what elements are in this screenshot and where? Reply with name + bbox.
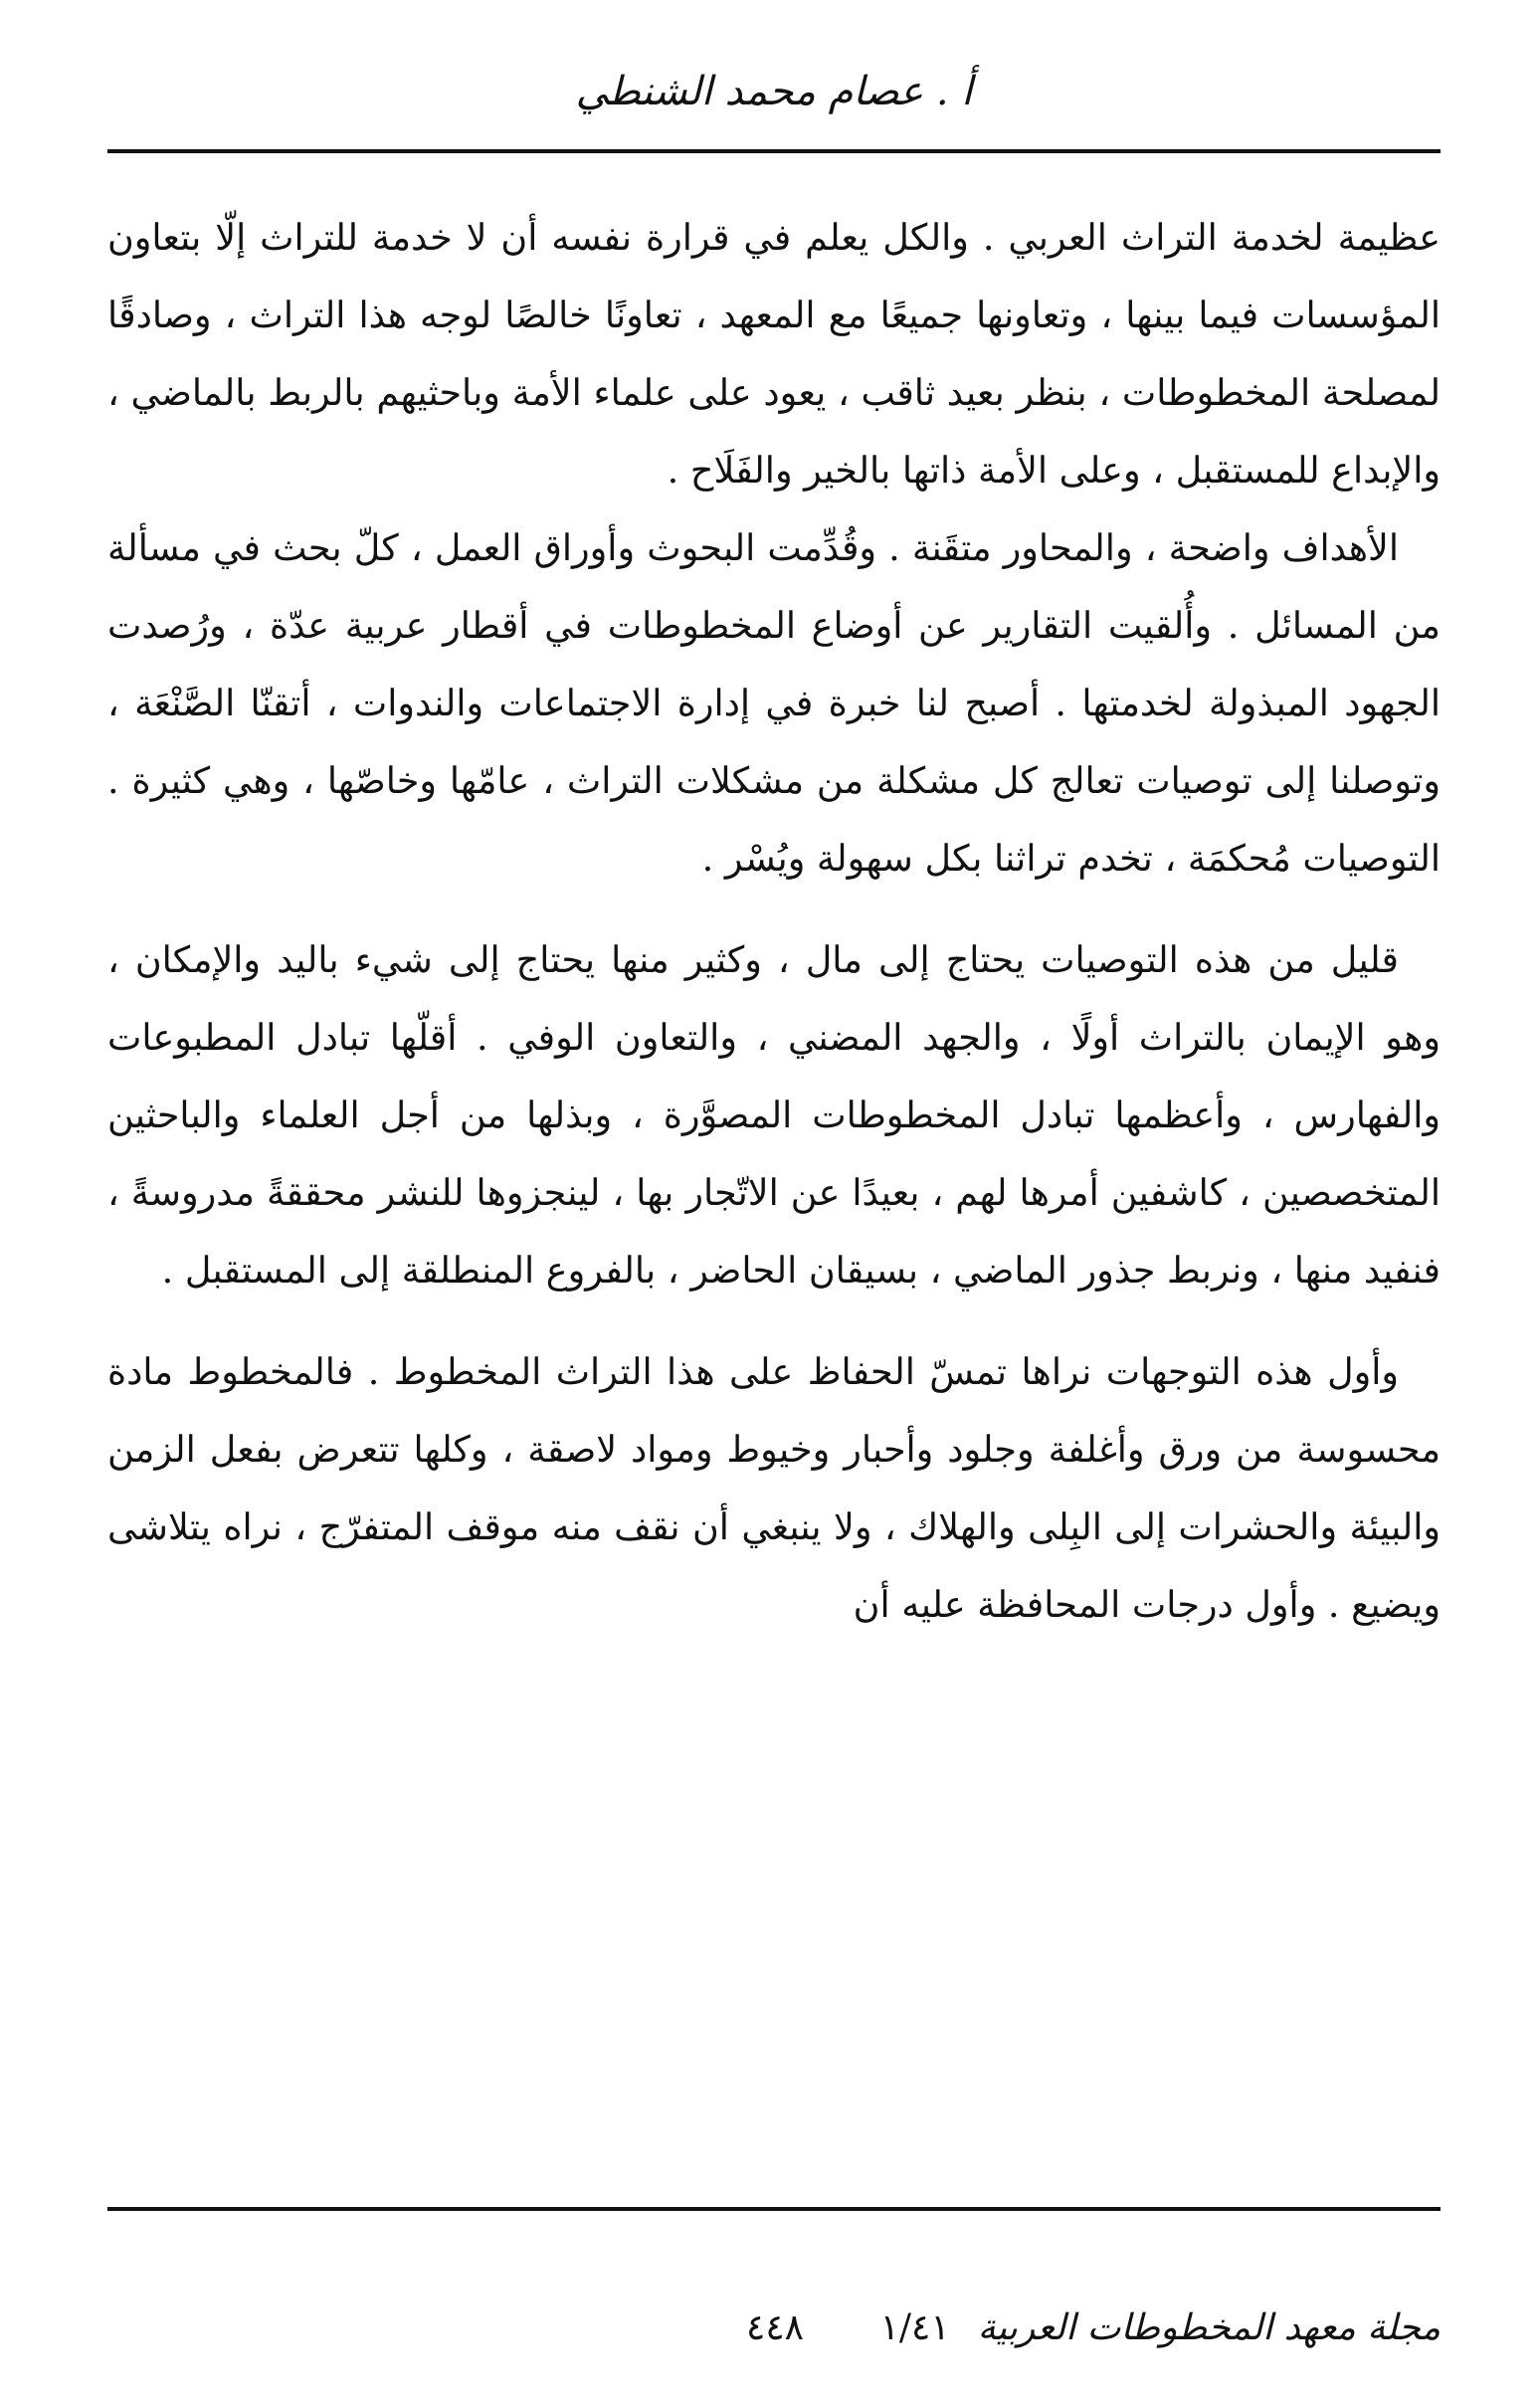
paragraph-2: الأهداف واضحة ، والمحاور متقَنة . وقُدِّمت البحوث وأوراق العمل ، كلّ بحث في مسألة من المسائل . وأُلقيت التقارير عن أوضاع المخطوطات في أقطار عربية عدّة ، ورُصدت الجهود المبذولة لخدمتها . أصبح لنا خبرة في إدارة الاجتماعات والندوات ، أتقنّا الصَّنْعَة ، وتوصلنا إلى توصيات تعالج كل مشكلة من مشكلات التراث ، عامّها وخاصّها ، وهي كثيرة . التوصيات مُحكمَة ، تخدم تراثنا بكل سهولة ويُسْر .: [107, 526, 1441, 880]
page-footer: [107, 2299, 1441, 2358]
page-number: ٤٤٨: [745, 2307, 804, 2348]
footer-rule: [107, 2207, 1441, 2211]
paragraph-1: عظيمة لخدمة التراث العربي . والكل يعلم في قرارة نفسه أن لا خدمة للتراث إلّا بتعاون المؤسسات فيما بينها ، وتعاونها جميعًا مع المعهد ، تعاونًا خالصًا لوجه هذا التراث ، وصادقًا لمصلحة المخطوطات ، بنظر بعيد ثاقب ، يعود على علماء الأمة وباحثيهم بالربط بالماضي ، والإبداع للمستقبل ، وعلى الأمة ذاتها بالخير والفَلَاح .: [107, 216, 1441, 492]
running-header-author: أ . عصام محمد الشنطي: [575, 69, 973, 114]
journal-title: مجلة معهد المخطوطات العربية: [977, 2307, 1441, 2348]
journal-issue: ١/٤١: [879, 2307, 950, 2348]
paragraph-4: وأول هذه التوجهات نراها تمسّ الحفاظ على هذا التراث المخطوط . فالمخطوط مادة محسوسة من ورق وأغلفة وجلود وأحبار وخيوط ومواد لاصقة ، وكلها تتعرض بفعل الزمن والبيئة والحشرات إلى البِلى والهلاك ، ولا ينبغي أن نقف منه موقف المتفرّج ، نراه يتلاشى ويضيع . وأول درجات المحافظة عليه أن: [107, 1350, 1441, 1626]
article-body: [107, 199, 1441, 1644]
paragraph-3: قليل من هذه التوصيات يحتاج إلى مال ، وكثير منها يحتاج إلى شيء باليد والإمكان ، وهو الإيمان بالتراث أولًا ، والجهد المضني ، والتعاون الوفي . أقلّها تبادل المطبوعات والفهارس ، وأعظمها تبادل المخطوطات المصوَّرة ، وبذلها من أجل العلماء والباحثين المتخصصين ، كاشفين أمرها لهم ، بعيدًا عن الاتّجار بها ، لينجزوها للنشر محققةً مدروسةً ، فنفيد منها ، ونربط جذور الماضي ، بسيقان الحاضر ، بالفروع المنطلقة إلى المستقبل .: [107, 938, 1441, 1292]
footer-journal: [880, 2299, 1441, 2358]
header-rule: [107, 149, 1441, 153]
